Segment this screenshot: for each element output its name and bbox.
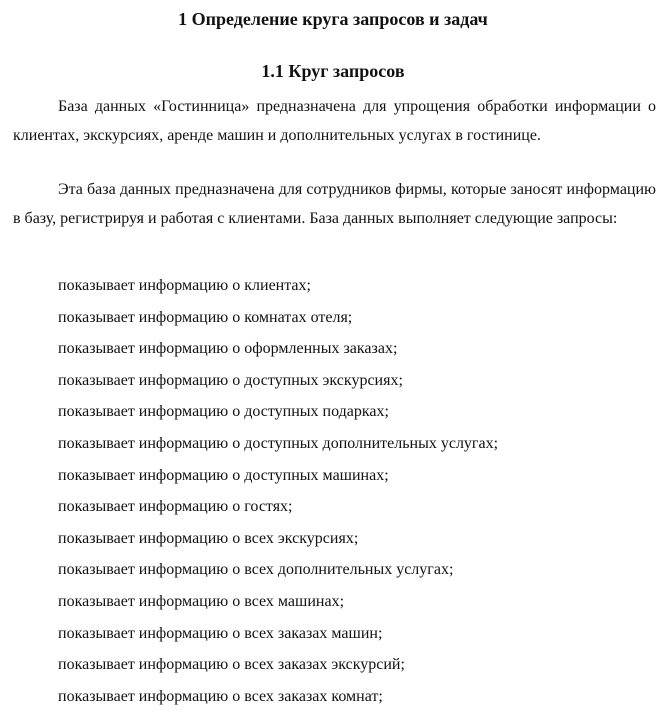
list-item: показывает информацию о доступных экскурсиях; (58, 371, 403, 389)
queries-list (58, 270, 498, 712)
list-item: показывает информацию о оформленных заказах; (58, 340, 398, 358)
list-item: показывает информацию о доступных дополнительных услугах; (58, 434, 499, 452)
section-heading: 1 Определение круга запросов и задач (178, 9, 488, 29)
list-item: показывает информацию о всех дополнительных услугах; (58, 561, 454, 579)
paragraph-intro: База данных «Гостинница» предназначена для упрощения обработки информации о клиентах, экскурсиях, аренде машин и дополнительных услугах в гостинице. (13, 98, 656, 144)
list-item: показывает информацию о всех экскурсиях; (58, 529, 359, 547)
list-item: показывает информацию о всех заказах комнат; (58, 687, 383, 705)
paragraph-purpose: Эта база данных предназначена для сотрудников фирмы, которые заносят информацию в базу, регистрируя и работая с клиентами. База данных выполняет следующие запросы: (13, 181, 656, 227)
subsection-heading: 1.1 Круг запросов (261, 61, 405, 81)
list-item: показывает информацию о комнатах отеля; (58, 308, 353, 326)
list-item: показывает информацию о доступных подарках; (58, 403, 389, 421)
list-item: показывает информацию о доступных машинах; (58, 466, 389, 484)
list-item: показывает информацию о всех заказах экскурсий; (58, 656, 405, 674)
list-item: показывает информацию о клиентах; (58, 277, 311, 294)
list-item: показывает информацию о всех заказах машин; (58, 624, 383, 642)
list-item: показывает информацию о гостях; (58, 498, 293, 516)
list-item: показывает информацию о всех машинах; (58, 592, 345, 610)
